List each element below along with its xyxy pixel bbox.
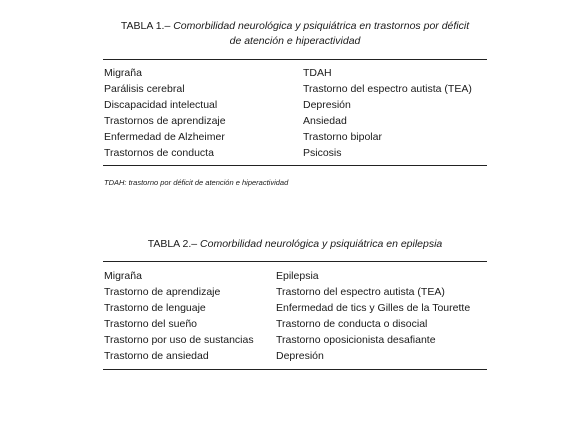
table2-bottom-rule [103,369,487,370]
table2-cell-left: Trastorno del sueño [104,318,197,330]
table2-cell-right: Trastorno oposicionista desafiante [276,334,436,346]
table1-top-rule [103,59,487,60]
table2-body [104,268,488,368]
table1-bottom-rule [103,165,487,166]
table2-cell-right: Epilepsia [276,270,319,282]
table1-cell-left: Parálisis cerebral [104,83,185,95]
table1-caption-line1 [100,19,490,34]
table1-cell-right: Depresión [303,99,351,111]
table2-cell-left: Migraña [104,270,142,282]
table2-cell-left: Trastorno de aprendizaje [104,286,221,298]
table1-cell-right: Trastorno bipolar [303,131,382,143]
table2-top-rule [103,261,487,262]
table1-cell-left: Migraña [104,67,142,79]
table1-cell-right: Trastorno del espectro autista (TEA) [303,83,472,95]
table1-title-line2: de atención e hiperactividad [229,35,361,47]
table1-cell-right: Ansiedad [303,115,347,127]
table2-cell-left: Trastorno por uso de sustancias [104,334,254,346]
table2-cell-right: Trastorno de conducta o disocial [276,318,428,330]
table1-cell-right: Psicosis [303,147,342,159]
table2-caption [100,237,490,252]
table1-footnote: TDAH: trastorno por déficit de atención e hiperactividad [104,178,289,187]
table2-cell-left: Trastorno de ansiedad [104,350,209,362]
table1-cell-left: Trastornos de conducta [104,147,214,159]
table1-cell-right: TDAH [303,67,332,79]
table2-cell-right: Depresión [276,350,324,362]
table1-cell-left: Trastornos de aprendizaje [104,115,226,127]
table1-label: TABLA 1.– [120,20,171,32]
table1-cell-left: Discapacidad intelectual [104,99,218,111]
table1-cell-left: Enfermedad de Alzheimer [104,131,225,143]
table1-body [104,65,488,165]
table1-title-line1: Comorbilidad neurológica y psiquiátrica en trastornos por déficit [173,20,470,32]
table2-label: TABLA 2.– [147,238,198,250]
table2-cell-left: Trastorno de lenguaje [104,302,206,314]
table2-title: Comorbilidad neurológica y psiquiátrica en epilepsia [200,238,443,250]
table1-caption [100,19,490,49]
table2-cell-right: Trastorno del espectro autista (TEA) [276,286,445,298]
table2-cell-right: Enfermedad de tics y Gilles de la Tourette [276,302,471,314]
